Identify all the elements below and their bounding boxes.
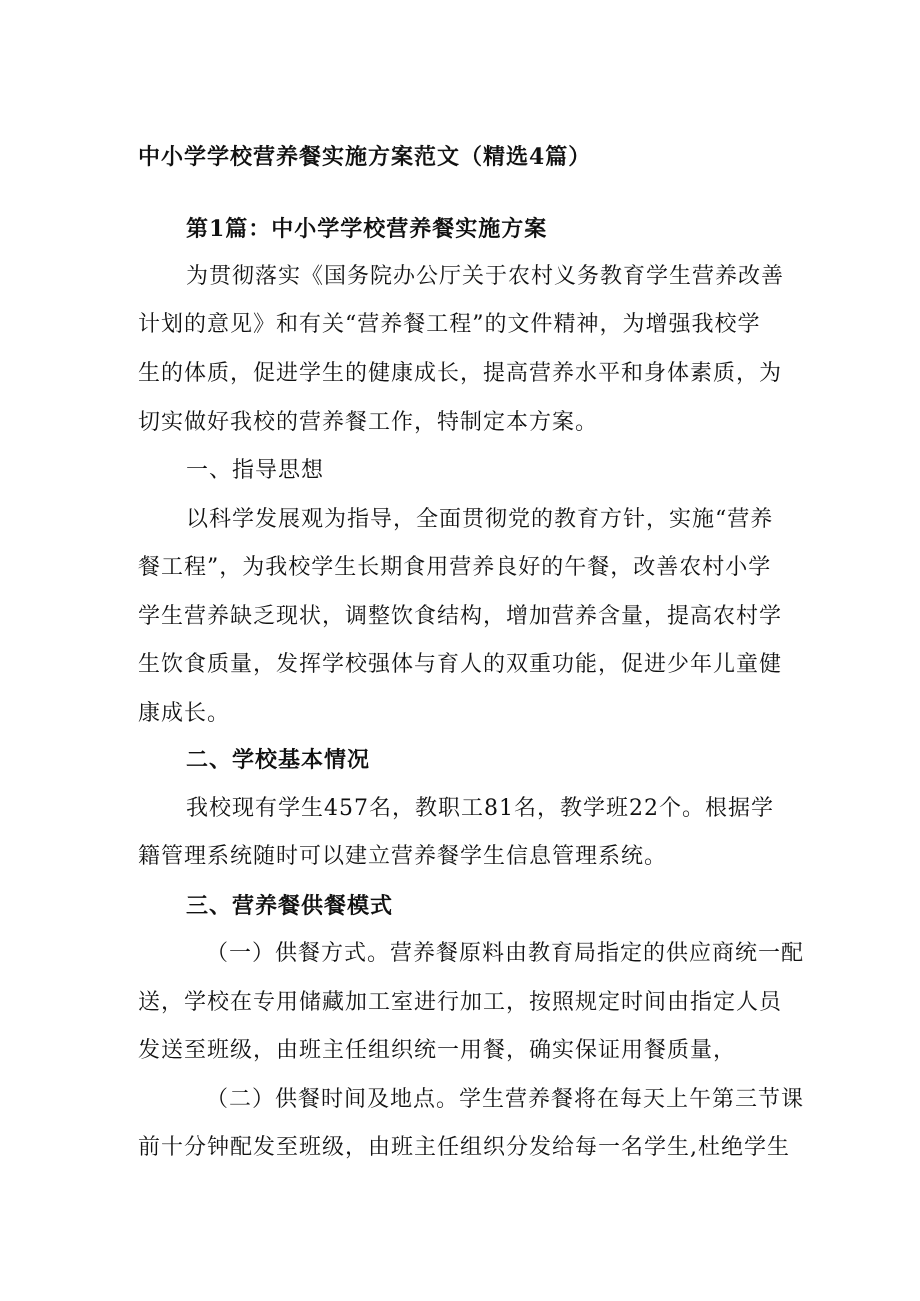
article-heading: 第1篇：中小学学校营养餐实施方案 xyxy=(186,216,548,242)
section1-line: 餐工程”，为我校学生长期食用营养良好的午餐，改善农村小学 xyxy=(138,555,772,580)
section2-line: 籍管理系统随时可以建立营养餐学生信息管理系统。 xyxy=(138,844,668,869)
section1-line: 学生营养缺乏现状，调整饮食结构，增加营养含量，提高农村学 xyxy=(138,604,783,629)
section3-p1-line: （一）供餐方式。营养餐原料由教育局指定的供应商统一配 xyxy=(206,941,805,966)
document-title: 中小学学校营养餐实施方案范文（精选4篇） xyxy=(138,144,592,170)
intro-line: 生的体质，促进学生的健康成长，提高营养水平和身体素质，为 xyxy=(138,361,783,386)
section2-heading: 二、学校基本情况 xyxy=(186,747,371,773)
section1-line: 康成长。 xyxy=(138,701,231,726)
section3-heading: 三、营养餐供餐模式 xyxy=(186,893,394,919)
section3-p1-line: 发送至班级，由班主任组织统一用餐，确实保证用餐质量， xyxy=(138,1038,737,1063)
intro-line: 为贯彻落实《国务院办公厅关于农村义务教育学生营养改善 xyxy=(186,264,785,289)
section2-line: 我校现有学生457名，教职工81名，教学班22个。根据学 xyxy=(186,796,774,821)
section1-heading: 一、指导思想 xyxy=(186,458,325,483)
intro-line: 计划的意见》和有关“营养餐工程”的文件精神，为增强我校学 xyxy=(138,312,761,337)
section3-p2-line: （二）供餐时间及地点。学生营养餐将在每天上午第三节课 xyxy=(206,1087,805,1112)
section3-p2-line: 前十分钟配发至班级，由班主任组织分发给每一名学生,杜绝学生 xyxy=(138,1135,790,1160)
section3-p1-line: 送，学校在专用储藏加工室进行加工，按照规定时间由指定人员 xyxy=(138,990,783,1015)
section1-line: 生饮食质量，发挥学校强体与育人的双重功能，促进少年儿童健 xyxy=(138,652,783,677)
section1-line: 以科学发展观为指导，全面贯彻党的教育方针，实施“营养 xyxy=(186,507,774,532)
intro-line: 切实做好我校的营养餐工作，特制定本方案。 xyxy=(138,410,599,435)
